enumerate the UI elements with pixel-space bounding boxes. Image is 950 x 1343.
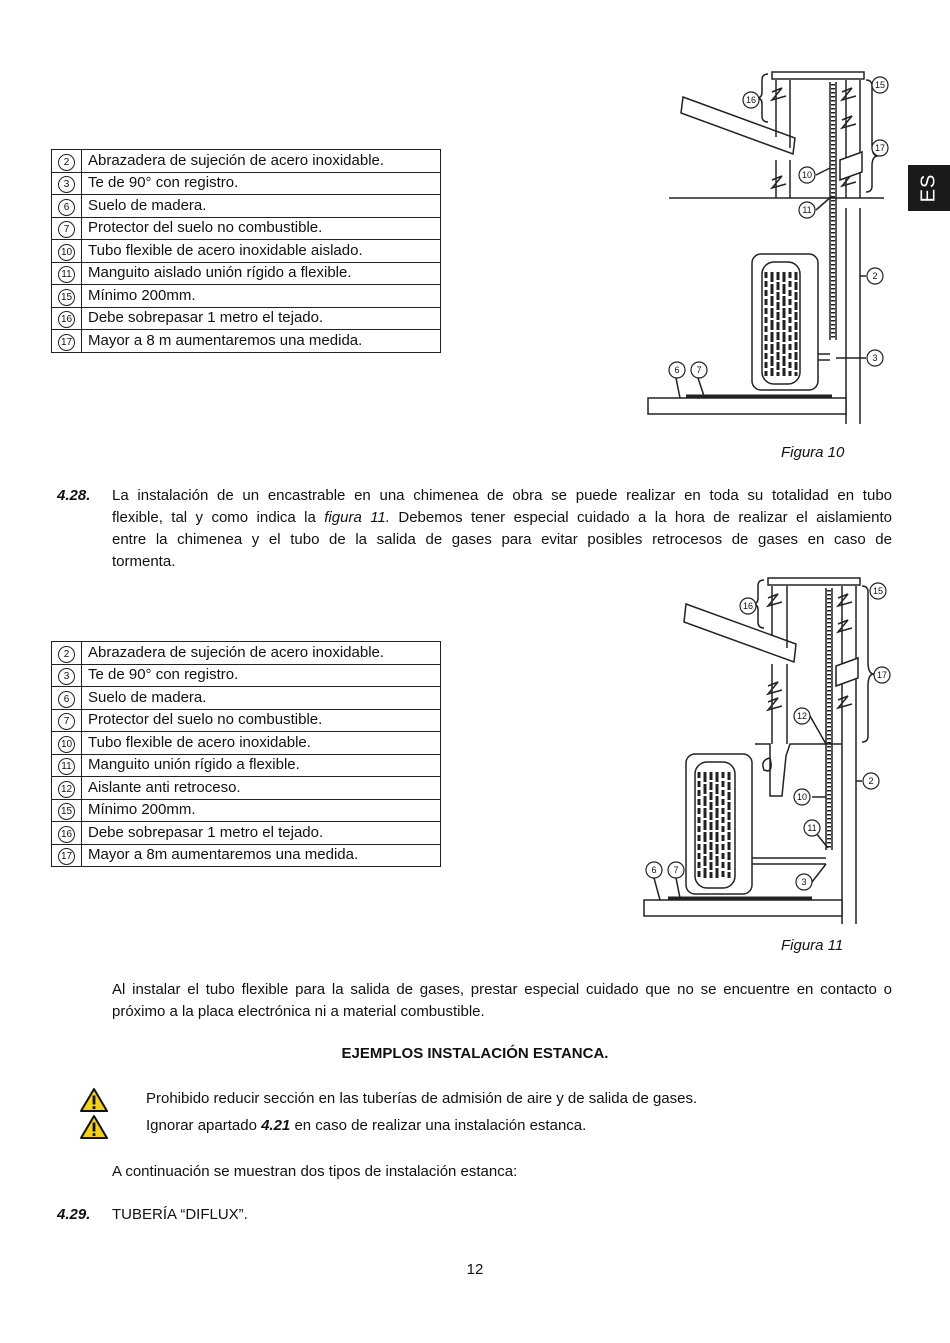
legend-number: 3 <box>58 668 75 685</box>
warning-icon <box>80 1114 108 1140</box>
text-span: Ignorar apartado <box>146 1117 262 1134</box>
legend-text: Abrazadera de sujeción de acero inoxidable. <box>82 150 441 173</box>
table-row <box>52 822 441 845</box>
table-row <box>52 240 441 263</box>
legend-text: Tubo flexible de acero inoxidable aislado. <box>82 240 441 263</box>
legend-text: Aislante anti retroceso. <box>82 777 441 800</box>
legend-number: 17 <box>58 848 75 865</box>
callout-17: 17 <box>876 670 888 680</box>
language-tab <box>908 165 950 211</box>
section-429-title: TUBERÍA “DIFLUX”. <box>112 1206 248 1223</box>
table-row <box>52 150 441 173</box>
language-tab-label: ES <box>917 173 940 203</box>
warning-icon <box>80 1087 108 1113</box>
callout-2: 2 <box>868 776 874 786</box>
legend-text: Manguito aislado unión rígido a flexible. <box>82 262 441 285</box>
callout-10: 10 <box>796 792 808 802</box>
legend-text: Te de 90° con registro. <box>82 664 441 687</box>
legend-number: 2 <box>58 154 75 171</box>
legend-text: Mayor a 8 m aumentaremos una medida. <box>82 330 441 353</box>
legend-number: 6 <box>58 691 75 708</box>
figure-reference: figura 11. <box>324 509 390 526</box>
table-row <box>52 664 441 687</box>
callout-3: 3 <box>801 877 807 887</box>
callout-3: 3 <box>872 353 878 363</box>
legend-text: Debe sobrepasar 1 metro el tejado. <box>82 822 441 845</box>
table-row <box>52 844 441 867</box>
heading-estanca: EJEMPLOS INSTALACIÓN ESTANCA. <box>341 1045 609 1062</box>
figure10-diagram <box>640 65 905 425</box>
callout-6: 6 <box>651 865 657 875</box>
table-row <box>52 754 441 777</box>
figure11-legend-table <box>51 641 441 867</box>
legend-text: Mayor a 8m aumentaremos una medida. <box>82 844 441 867</box>
section-428-line1: La instalación de un encastrable en una chimenea de obra se puede realizar en toda su totalidad en tubo <box>112 487 892 504</box>
page-number: 12 <box>466 1261 484 1278</box>
legend-number: 2 <box>58 646 75 663</box>
legend-number: 17 <box>58 334 75 351</box>
legend-text: Tubo flexible de acero inoxidable. <box>82 732 441 755</box>
figure10-caption: Figura 10 <box>781 444 845 461</box>
table-row <box>52 307 441 330</box>
legend-number: 11 <box>58 758 75 775</box>
callout-15: 15 <box>872 586 884 596</box>
legend-text: Abrazadera de sujeción de acero inoxidable. <box>82 642 441 665</box>
table-row <box>52 709 441 732</box>
figure11-legend-body <box>52 642 441 867</box>
table-row <box>52 330 441 353</box>
note-line1: Al instalar el tubo flexible para la salida de gases, prestar especial cuidado que no se encuentre en contacto o <box>112 981 892 998</box>
warning-text-2 <box>146 1115 586 1137</box>
callout-12: 12 <box>796 711 808 721</box>
legend-text: Suelo de madera. <box>82 195 441 218</box>
section-428-line4: tormenta. <box>112 553 176 570</box>
flexible-tube-note <box>112 979 892 1023</box>
legend-number: 3 <box>58 176 75 193</box>
table-row <box>52 777 441 800</box>
table-row <box>52 642 441 665</box>
figure10-legend-table <box>51 149 441 353</box>
intro-estanca: A continuación se muestran dos tipos de instalación estanca: <box>112 1163 518 1180</box>
text-span: en caso de realizar una instalación estanca. <box>290 1117 587 1134</box>
legend-text: Protector del suelo no combustible. <box>82 217 441 240</box>
legend-text: Suelo de madera. <box>82 687 441 710</box>
legend-number: 15 <box>58 289 75 306</box>
section-428-line2 <box>112 507 892 529</box>
legend-number: 11 <box>58 266 75 283</box>
legend-text: Mínimo 200mm. <box>82 799 441 822</box>
table-row <box>52 217 441 240</box>
table-row <box>52 732 441 755</box>
callout-17: 17 <box>874 143 886 153</box>
text-span: flexible, tal y como indica la <box>112 509 325 526</box>
section-429-number: 4.29. <box>57 1206 91 1223</box>
table-row <box>52 262 441 285</box>
table-row <box>52 172 441 195</box>
section-428-line3: entre la chimenea y el tubo de la salida de gases para evitar posibles retrocesos de gases en caso de <box>112 531 892 548</box>
callout-6: 6 <box>674 365 680 375</box>
callout-7: 7 <box>673 865 679 875</box>
table-row <box>52 285 441 308</box>
legend-text: Te de 90° con registro. <box>82 172 441 195</box>
callout-15: 15 <box>874 80 886 90</box>
warning-text-1: Prohibido reducir sección en las tuberías de admisión de aire y de salida de gases. <box>146 1090 698 1107</box>
figure11-diagram <box>640 572 905 932</box>
callout-11: 11 <box>807 823 817 833</box>
callout-2: 2 <box>872 271 878 281</box>
text-span: Debemos tener especial cuidado a la hora de realizar el aislamiento <box>389 509 892 526</box>
legend-number: 12 <box>58 781 75 798</box>
legend-number: 16 <box>58 311 75 328</box>
figure11-caption: Figura 11 <box>781 937 844 954</box>
callout-11: 11 <box>802 205 812 215</box>
legend-number: 15 <box>58 803 75 820</box>
legend-number: 6 <box>58 199 75 216</box>
section-428-paragraph <box>112 485 892 573</box>
legend-number: 16 <box>58 826 75 843</box>
figure10-legend-body <box>52 150 441 353</box>
callout-16: 16 <box>745 95 757 105</box>
legend-number: 7 <box>58 713 75 730</box>
legend-text: Mínimo 200mm. <box>82 285 441 308</box>
table-row <box>52 687 441 710</box>
callout-7: 7 <box>696 365 702 375</box>
table-row <box>52 195 441 218</box>
table-row <box>52 799 441 822</box>
legend-text: Protector del suelo no combustible. <box>82 709 441 732</box>
legend-number: 10 <box>58 244 75 261</box>
section-reference: 4.21 <box>261 1117 291 1134</box>
legend-text: Manguito unión rígido a flexible. <box>82 754 441 777</box>
legend-number: 10 <box>58 736 75 753</box>
section-428-number: 4.28. <box>57 487 91 504</box>
note-line2: próximo a la placa electrónica ni a material combustible. <box>112 1003 485 1020</box>
legend-text: Debe sobrepasar 1 metro el tejado. <box>82 307 441 330</box>
callout-16: 16 <box>742 601 754 611</box>
legend-number: 7 <box>58 221 75 238</box>
callout-10: 10 <box>801 170 813 180</box>
